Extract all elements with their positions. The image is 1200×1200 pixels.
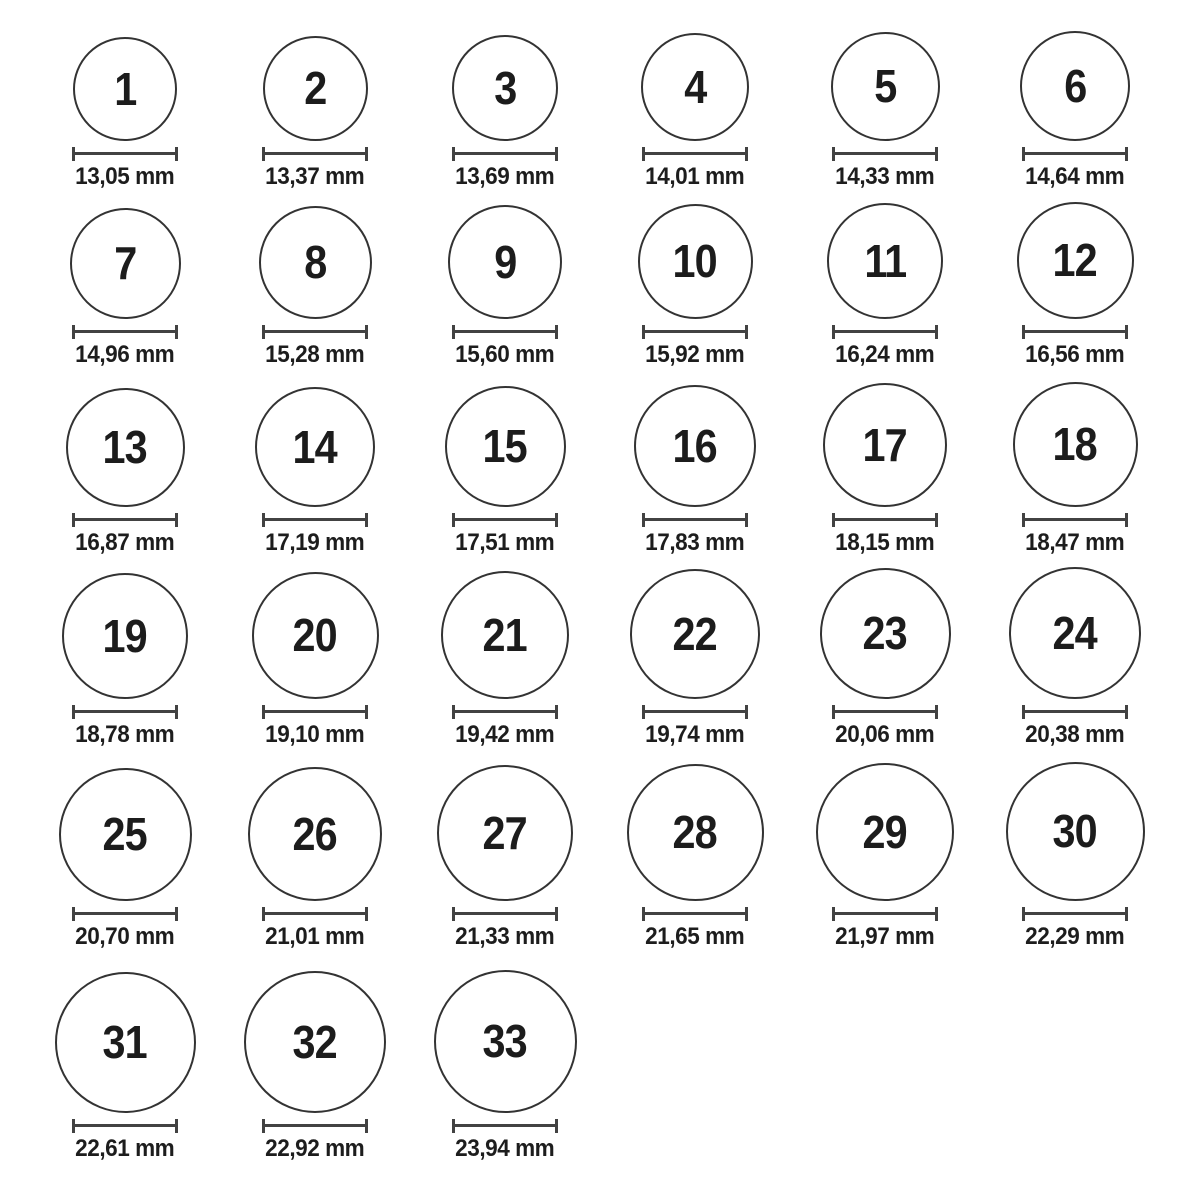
diameter-measure-line [452, 147, 558, 161]
diameter-measure-line [262, 907, 368, 921]
ring-circle [1017, 202, 1134, 319]
diameter-measure-line [262, 705, 368, 719]
diameter-label: 18,15 mm [835, 528, 935, 556]
ring-size-item [410, 368, 600, 556]
diameter-measure-line [1022, 147, 1128, 161]
diameter-measure-line [832, 907, 938, 921]
ring-size-item [790, 0, 980, 190]
ring-circle [62, 573, 188, 699]
ring-size-number: 4 [683, 60, 707, 113]
diameter-label: 15,60 mm [455, 340, 555, 368]
ring-size-item [220, 748, 410, 950]
ring-circle [448, 205, 562, 319]
ring-size-number: 9 [493, 235, 517, 288]
ring-size-item [220, 556, 410, 748]
diameter-measure-line [832, 705, 938, 719]
diameter-label: 16,87 mm [75, 528, 175, 556]
diameter-label: 22,29 mm [1025, 922, 1125, 950]
ring-size-number: 19 [102, 609, 148, 662]
ring-size-item [220, 368, 410, 556]
ring-size-item [30, 556, 220, 748]
ring-circle [66, 388, 185, 507]
ring-size-item [980, 748, 1170, 950]
ring-size-item [220, 190, 410, 368]
diameter-measure-line [452, 513, 558, 527]
diameter-label: 21,33 mm [455, 922, 555, 950]
ring-size-number: 33 [482, 1015, 528, 1068]
diameter-measure-line [642, 147, 748, 161]
diameter-label: 22,92 mm [265, 1134, 365, 1162]
ring-size-number: 5 [873, 60, 897, 113]
chart-row [30, 0, 1170, 190]
diameter-label: 20,06 mm [835, 720, 935, 748]
ring-circle [820, 568, 951, 699]
ring-circle [441, 571, 569, 699]
ring-size-item [30, 190, 220, 368]
ring-size-item [410, 950, 600, 1162]
chart-row [30, 950, 1170, 1162]
ring-size-item [410, 556, 600, 748]
ring-circle [434, 970, 577, 1113]
diameter-measure-line [72, 1119, 178, 1133]
ring-circle [630, 569, 760, 699]
ring-circle [70, 208, 181, 319]
ring-size-number: 24 [1052, 606, 1098, 659]
diameter-label: 19,10 mm [265, 720, 365, 748]
diameter-label: 20,38 mm [1025, 720, 1125, 748]
diameter-measure-line [262, 1119, 368, 1133]
diameter-measure-line [72, 705, 178, 719]
diameter-measure-line [452, 705, 558, 719]
ring-size-item [410, 190, 600, 368]
ring-size-number: 29 [862, 805, 908, 858]
chart-row [30, 748, 1170, 950]
ring-size-number: 23 [862, 607, 908, 660]
diameter-measure-line [72, 147, 178, 161]
ring-circle [255, 387, 375, 507]
diameter-measure-line [642, 907, 748, 921]
diameter-label: 21,01 mm [265, 922, 365, 950]
ring-circle [244, 971, 386, 1113]
ring-circle [816, 763, 954, 901]
ring-size-number: 20 [292, 609, 338, 662]
ring-size-number: 31 [102, 1016, 148, 1069]
ring-circle [445, 386, 566, 507]
diameter-measure-line [1022, 325, 1128, 339]
diameter-measure-line [832, 513, 938, 527]
diameter-measure-line [262, 325, 368, 339]
ring-circle [252, 572, 379, 699]
diameter-label: 13,37 mm [265, 162, 365, 190]
ring-circle [641, 33, 749, 141]
ring-size-item [980, 368, 1170, 556]
diameter-measure-line [72, 907, 178, 921]
diameter-measure-line [72, 513, 178, 527]
ring-circle [831, 32, 940, 141]
diameter-label: 22,61 mm [75, 1134, 175, 1162]
diameter-measure-line [832, 325, 938, 339]
diameter-label: 19,74 mm [645, 720, 745, 748]
ring-circle [1020, 31, 1130, 141]
diameter-label: 23,94 mm [455, 1134, 555, 1162]
ring-size-number: 17 [862, 418, 908, 471]
diameter-label: 14,33 mm [835, 162, 935, 190]
ring-size-number: 26 [292, 807, 338, 860]
diameter-label: 13,69 mm [455, 162, 555, 190]
diameter-measure-line [1022, 513, 1128, 527]
ring-circle [1006, 762, 1145, 901]
ring-circle [827, 203, 943, 319]
diameter-label: 20,70 mm [75, 922, 175, 950]
ring-size-item [600, 556, 790, 748]
chart-row [30, 556, 1170, 748]
ring-size-number: 25 [102, 808, 148, 861]
diameter-label: 15,28 mm [265, 340, 365, 368]
ring-size-item [410, 0, 600, 190]
ring-size-number: 15 [482, 420, 528, 473]
ring-size-item [980, 190, 1170, 368]
ring-size-number: 1 [113, 62, 137, 115]
ring-circle [1013, 382, 1138, 507]
diameter-label: 17,19 mm [265, 528, 365, 556]
diameter-measure-line [72, 325, 178, 339]
ring-size-item [790, 190, 980, 368]
ring-size-item [980, 556, 1170, 748]
ring-size-number: 7 [113, 237, 137, 290]
ring-size-item [30, 0, 220, 190]
ring-size-number: 2 [303, 62, 327, 115]
ring-size-item [600, 748, 790, 950]
ring-size-number: 13 [102, 421, 148, 474]
ring-size-item [790, 748, 980, 950]
ring-size-number: 10 [672, 235, 718, 288]
ring-size-number: 14 [292, 420, 338, 473]
ring-circle [823, 383, 947, 507]
ring-size-item [30, 368, 220, 556]
ring-size-item [220, 0, 410, 190]
ring-size-number: 12 [1052, 234, 1098, 287]
diameter-measure-line [642, 513, 748, 527]
diameter-measure-line [262, 147, 368, 161]
ring-size-item [410, 748, 600, 950]
diameter-measure-line [642, 705, 748, 719]
ring-size-item [220, 950, 410, 1162]
ring-size-number: 22 [672, 607, 718, 660]
diameter-measure-line [832, 147, 938, 161]
ring-size-item [600, 190, 790, 368]
ring-size-number: 6 [1063, 59, 1087, 112]
ring-circle [55, 972, 196, 1113]
diameter-measure-line [452, 907, 558, 921]
ring-size-item [790, 556, 980, 748]
ring-size-number: 18 [1052, 418, 1098, 471]
diameter-label: 17,83 mm [645, 528, 745, 556]
diameter-label: 14,96 mm [75, 340, 175, 368]
ring-size-number: 8 [303, 236, 327, 289]
ring-size-item [600, 368, 790, 556]
chart-row [30, 190, 1170, 368]
ring-size-item [790, 368, 980, 556]
diameter-label: 15,92 mm [645, 340, 745, 368]
ring-size-number: 28 [672, 806, 718, 859]
diameter-label: 18,78 mm [75, 720, 175, 748]
ring-size-number: 27 [482, 806, 528, 859]
diameter-measure-line [262, 513, 368, 527]
ring-circle [59, 768, 192, 901]
diameter-measure-line [452, 325, 558, 339]
ring-circle [248, 767, 382, 901]
diameter-label: 16,56 mm [1025, 340, 1125, 368]
diameter-label: 19,42 mm [455, 720, 555, 748]
ring-circle [634, 385, 756, 507]
ring-size-number: 16 [672, 419, 718, 472]
diameter-label: 14,64 mm [1025, 162, 1125, 190]
ring-circle [73, 37, 177, 141]
ring-circle [452, 35, 558, 141]
ring-size-item [30, 748, 220, 950]
diameter-measure-line [642, 325, 748, 339]
diameter-measure-line [1022, 705, 1128, 719]
ring-size-number: 21 [482, 608, 528, 661]
ring-size-number: 32 [292, 1015, 338, 1068]
ring-circle [259, 206, 372, 319]
ring-size-item [600, 0, 790, 190]
ring-size-item [30, 950, 220, 1162]
ring-size-item [980, 0, 1170, 190]
diameter-label: 21,97 mm [835, 922, 935, 950]
ring-circle [263, 36, 368, 141]
chart-row [30, 368, 1170, 556]
diameter-label: 21,65 mm [645, 922, 745, 950]
diameter-label: 14,01 mm [645, 162, 745, 190]
diameter-label: 18,47 mm [1025, 528, 1125, 556]
ring-circle [627, 764, 764, 901]
ring-circle [437, 765, 573, 901]
ring-circle [638, 204, 753, 319]
diameter-label: 13,05 mm [75, 162, 175, 190]
ring-circle [1009, 567, 1141, 699]
diameter-measure-line [452, 1119, 558, 1133]
diameter-label: 16,24 mm [835, 340, 935, 368]
diameter-label: 17,51 mm [455, 528, 555, 556]
ring-size-number: 30 [1052, 805, 1098, 858]
ring-size-number: 3 [493, 61, 517, 114]
ring-size-number: 11 [864, 234, 906, 287]
diameter-measure-line [1022, 907, 1128, 921]
